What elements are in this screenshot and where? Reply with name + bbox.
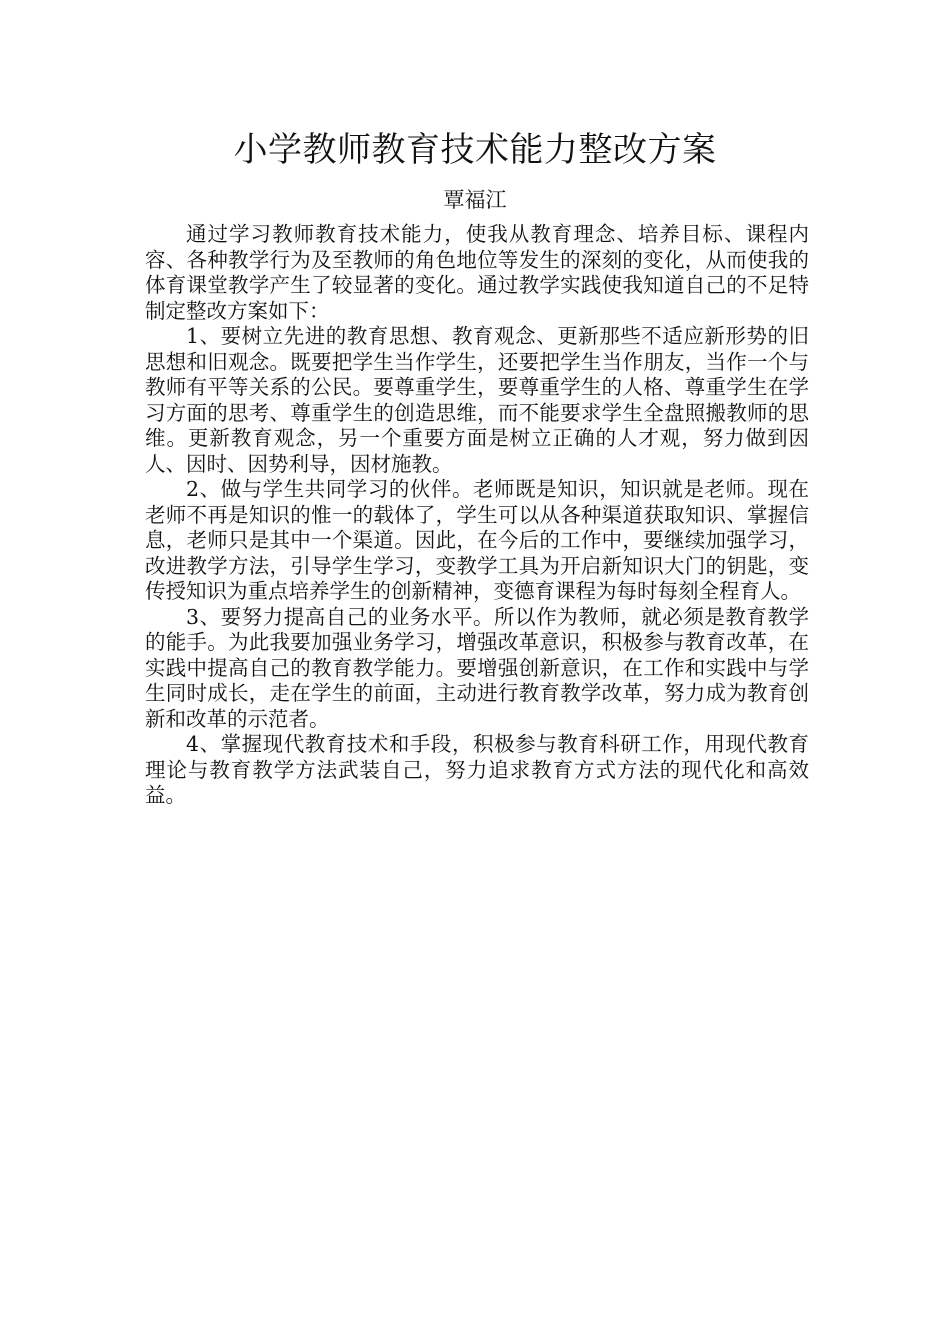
paragraph-point-4: 4、掌握现代教育技术和手段，积极参与教育科研工作，用现代教育理论与教育教学方法武装自己，努力追求教育方式方法的现代化和高效益。 <box>145 732 809 807</box>
document-author: 覃福江 <box>443 188 507 212</box>
paragraph-point-1: 1、要树立先进的教育思想、教育观念、更新那些不适应新形势的旧思想和旧观念。既要把学生当作学生，还要把学生当作朋友，当作一个与教师有平等关系的公民。要尊重学生，要尊重学生的人格、尊重学生在学习方面的思考、尊重学生的创造思维，而不能要求学生全盘照搬教师的思维。更新教育观念，另一个重要方面是树立正确的人才观，努力做到因人、因时、因势利导，因材施教。 <box>145 324 809 476</box>
paragraph-point-3: 3、要努力提高自己的业务水平。所以作为教师，就必须是教育教学的能手。为此我要加强业务学习，增强改革意识，积极参与教育改革，在实践中提高自己的教育教学能力。要增强创新意识，在工作和实践中与学生同时成长，走在学生的前面，主动进行教育教学改革，努力成为教育创新和改革的示范者。 <box>145 604 809 731</box>
document-title: 小学教师教育技术能力整改方案 <box>233 130 717 170</box>
paragraph-intro: 通过学习教师教育技术能力，使我从教育理念、培养目标、课程内容、各种教学行为及至教师的角色地位等发生的深刻的变化，从而使我的体育课堂教学产生了较显著的变化。通过教学实践使我知道自己的不足特制定整改方案如下： <box>145 222 809 323</box>
paragraph-point-2: 2、做与学生共同学习的伙伴。老师既是知识，知识就是老师。现在老师不再是知识的惟一的载体了，学生可以从各种渠道获取知识、掌握信息，老师只是其中一个渠道。因此，在今后的工作中，要继续加强学习，改进教学方法，引导学生学习，变教学工具为开启新知识大门的钥匙，变传授知识为重点培养学生的创新精神，变德育课程为每时每刻全程育人。 <box>145 477 809 603</box>
document-body <box>145 222 809 809</box>
